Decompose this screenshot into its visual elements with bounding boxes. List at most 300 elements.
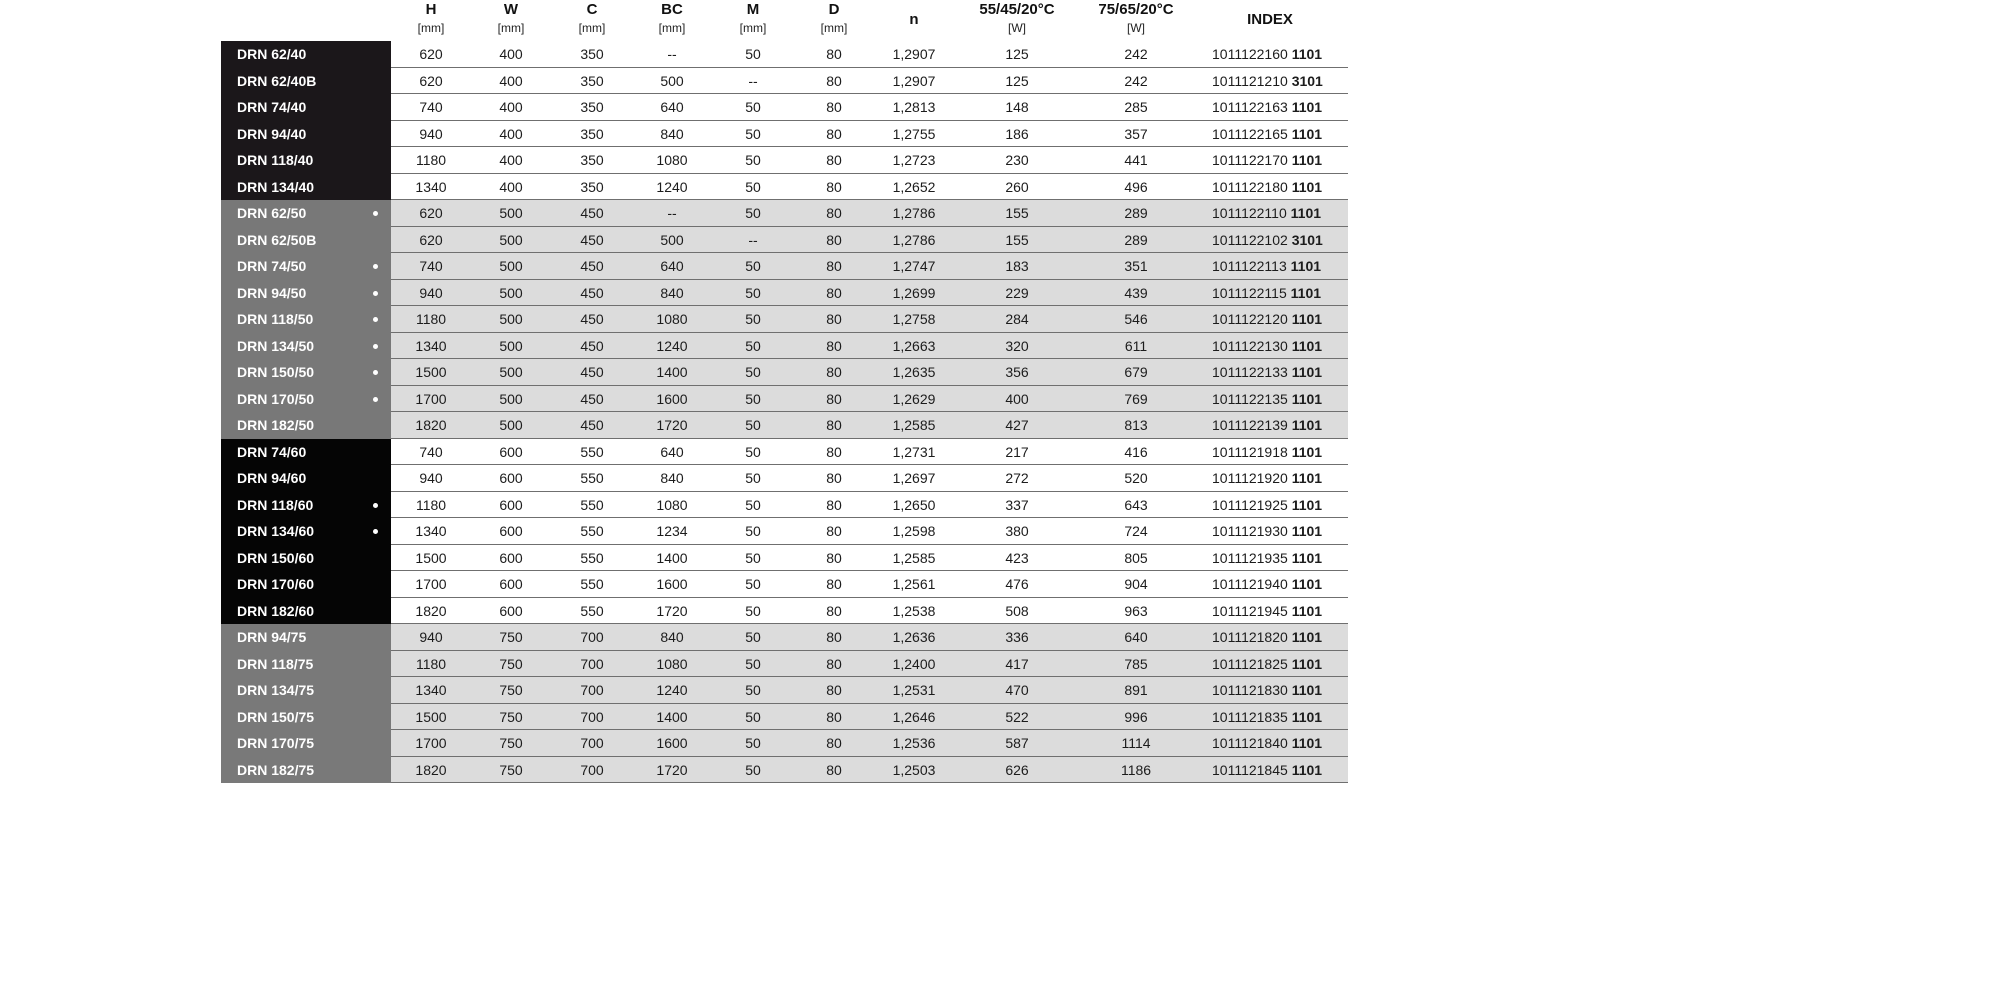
- index-suffix: 1101: [1291, 311, 1323, 327]
- cell-index: [1212, 492, 1322, 518]
- cell-power-55-45-20: 587: [1005, 735, 1029, 751]
- column-header-unit: [W]: [1008, 21, 1026, 35]
- model-name: DRN 74/40: [221, 94, 391, 121]
- cell-d: 80: [826, 284, 842, 301]
- row-cells: [391, 94, 1348, 121]
- cell-bc: 1080: [656, 311, 688, 327]
- index-code: 1011122120: [1212, 311, 1288, 327]
- cell-h: 1340: [415, 682, 447, 698]
- cell-power-75-65-20: 285: [1124, 99, 1148, 115]
- column-header-unit: [W]: [1127, 21, 1145, 35]
- cell-power-55-45-20: 476: [1005, 576, 1029, 592]
- cell-c: 550: [580, 496, 604, 513]
- cell-h: 620: [419, 205, 443, 221]
- model-name: DRN 134/60: [221, 518, 391, 545]
- cell-power-75-65-20: 546: [1124, 311, 1148, 327]
- index-code: 1011122135: [1212, 390, 1288, 407]
- cell-d: 80: [826, 576, 842, 592]
- cell-w: 500: [499, 364, 523, 380]
- cell-m: 50: [745, 602, 761, 619]
- model-name: DRN 134/40: [221, 174, 391, 201]
- cell-power-55-45-20: 183: [1005, 258, 1029, 274]
- cell-power-75-65-20: 357: [1124, 125, 1148, 142]
- cell-n: 1,2650: [892, 496, 936, 513]
- row-cells: [391, 68, 1348, 95]
- cell-m: 50: [745, 125, 761, 142]
- table-row: [221, 280, 1348, 307]
- cell-index: [1212, 121, 1322, 147]
- model-name: DRN 62/40B: [221, 68, 391, 95]
- model-name: DRN 118/50: [221, 306, 391, 333]
- cell-m: 50: [745, 576, 761, 592]
- table-row: [221, 730, 1348, 757]
- cell-n: 1,2907: [892, 46, 936, 62]
- model-name: DRN 94/75: [221, 624, 391, 651]
- row-cells: [391, 386, 1348, 413]
- column-header-unit: [mm]: [578, 21, 606, 35]
- cell-w: 400: [499, 178, 523, 195]
- model-name: DRN 170/75: [221, 730, 391, 757]
- index-code: 1011122115: [1212, 284, 1287, 301]
- cell-d: 80: [826, 523, 842, 539]
- cell-m: --: [748, 231, 758, 248]
- column-header-unit: [mm]: [820, 21, 848, 35]
- row-cells: [391, 439, 1348, 466]
- cell-m: 50: [745, 496, 761, 513]
- row-cells: [391, 757, 1348, 784]
- cell-bc: 1400: [656, 708, 688, 725]
- cell-m: 50: [745, 258, 761, 274]
- cell-d: 80: [826, 337, 842, 354]
- cell-d: 80: [826, 417, 842, 433]
- cell-h: 940: [419, 284, 443, 301]
- table-row: [221, 200, 1348, 227]
- column-header-name: C: [586, 1, 598, 18]
- cell-n: 1,2636: [892, 629, 936, 645]
- column-header-unit: [mm]: [497, 21, 525, 35]
- cell-power-55-45-20: 417: [1005, 655, 1029, 672]
- cell-w: 600: [499, 496, 523, 513]
- cell-power-75-65-20: 891: [1124, 682, 1148, 698]
- index-code: 1011121835: [1212, 708, 1288, 725]
- cell-w: 600: [499, 549, 523, 566]
- index-code: 1011121945: [1212, 602, 1288, 619]
- cell-d: 80: [826, 364, 842, 380]
- column-header: [854, 0, 974, 42]
- cell-index: [1212, 227, 1323, 253]
- model-name: DRN 182/50: [221, 412, 391, 439]
- table-row: [221, 227, 1348, 254]
- cell-power-55-45-20: 148: [1005, 99, 1029, 115]
- index-code: 1011121845: [1212, 761, 1288, 778]
- cell-power-55-45-20: 186: [1005, 125, 1029, 142]
- cell-d: 80: [826, 496, 842, 513]
- cell-n: 1,2723: [892, 152, 936, 168]
- index-code: 1011122180: [1212, 178, 1288, 195]
- row-cells: [391, 147, 1348, 174]
- cell-w: 750: [499, 708, 523, 725]
- index-suffix: 1101: [1291, 125, 1323, 142]
- cell-m: 50: [745, 549, 761, 566]
- column-header-name: INDEX: [1247, 11, 1293, 28]
- row-cells: [391, 518, 1348, 545]
- cell-index: [1212, 412, 1322, 438]
- model-name: DRN 94/50: [221, 280, 391, 307]
- cell-power-55-45-20: 470: [1005, 682, 1029, 698]
- cell-power-75-65-20: 679: [1124, 364, 1148, 380]
- cell-power-75-65-20: 769: [1124, 390, 1148, 407]
- index-code: 1011122113: [1212, 258, 1287, 274]
- cell-power-75-65-20: 1186: [1120, 761, 1152, 778]
- index-suffix: 1101: [1291, 576, 1323, 592]
- index-suffix: 1101: [1291, 602, 1323, 619]
- availability-dot-icon: [373, 264, 378, 269]
- column-header: [1210, 0, 1330, 42]
- cell-n: 1,2646: [892, 708, 936, 725]
- table-row: [221, 41, 1348, 68]
- row-cells: [391, 624, 1348, 651]
- cell-n: 1,2755: [892, 125, 936, 142]
- cell-c: 700: [580, 761, 604, 778]
- model-name: DRN 134/50: [221, 333, 391, 360]
- cell-n: 1,2538: [892, 602, 936, 619]
- index-code: 1011122165: [1212, 125, 1288, 142]
- cell-index: [1212, 439, 1322, 465]
- cell-index: [1212, 386, 1322, 412]
- column-header-name: M: [746, 1, 760, 18]
- index-code: 1011121820: [1212, 629, 1288, 645]
- cell-d: 80: [826, 470, 842, 486]
- cell-w: 500: [499, 284, 523, 301]
- cell-bc: 1240: [656, 682, 688, 698]
- availability-dot-icon: [373, 529, 378, 534]
- cell-n: 1,2585: [892, 417, 936, 433]
- cell-bc: 640: [660, 443, 684, 460]
- cell-h: 1820: [415, 761, 447, 778]
- cell-power-75-65-20: 242: [1124, 72, 1148, 89]
- cell-c: 700: [580, 682, 604, 698]
- cell-index: [1212, 598, 1322, 624]
- cell-h: 1700: [415, 576, 447, 592]
- cell-h: 1180: [415, 655, 447, 672]
- cell-power-75-65-20: 904: [1124, 576, 1148, 592]
- model-name: DRN 74/50: [221, 253, 391, 280]
- cell-m: 50: [745, 46, 761, 62]
- cell-w: 500: [499, 311, 523, 327]
- cell-c: 450: [580, 311, 604, 327]
- model-name: DRN 170/50: [221, 386, 391, 413]
- cell-bc: 1600: [656, 390, 688, 407]
- cell-d: 80: [826, 72, 842, 89]
- row-cells: [391, 704, 1348, 731]
- cell-power-55-45-20: 337: [1005, 496, 1029, 513]
- cell-d: 80: [826, 549, 842, 566]
- cell-m: --: [748, 72, 758, 89]
- cell-c: 700: [580, 629, 604, 645]
- cell-n: 1,2663: [892, 337, 936, 354]
- index-code: 1011122139: [1212, 417, 1288, 433]
- cell-bc: 1080: [656, 152, 688, 168]
- index-suffix: 1101: [1291, 470, 1323, 486]
- column-header-name: 55/45/20°C: [979, 1, 1055, 18]
- cell-n: 1,2400: [892, 655, 936, 672]
- cell-c: 350: [580, 152, 604, 168]
- index-code: 1011121830: [1212, 682, 1288, 698]
- cell-power-55-45-20: 423: [1005, 549, 1029, 566]
- row-cells: [391, 121, 1348, 148]
- cell-power-75-65-20: 785: [1124, 655, 1148, 672]
- index-suffix: 1101: [1290, 258, 1322, 274]
- table-row: [221, 359, 1348, 386]
- table-row: [221, 121, 1348, 148]
- cell-d: 80: [826, 682, 842, 698]
- index-code: 1011122130: [1212, 337, 1288, 354]
- index-code: 1011121920: [1212, 470, 1288, 486]
- cell-h: 1180: [415, 152, 447, 168]
- table-row: [221, 518, 1348, 545]
- table-row: [221, 306, 1348, 333]
- index-suffix: 1101: [1291, 364, 1323, 380]
- cell-h: 1180: [415, 496, 447, 513]
- cell-power-75-65-20: 441: [1124, 152, 1148, 168]
- cell-d: 80: [826, 655, 842, 672]
- index-suffix: 1101: [1290, 284, 1322, 301]
- cell-w: 750: [499, 735, 523, 751]
- cell-index: [1212, 174, 1322, 200]
- table-row: [221, 147, 1348, 174]
- cell-m: 50: [745, 390, 761, 407]
- cell-power-75-65-20: 1114: [1121, 735, 1151, 751]
- cell-index: [1212, 704, 1322, 730]
- index-code: 1011121930: [1212, 523, 1288, 539]
- cell-c: 450: [580, 390, 604, 407]
- index-suffix: 1101: [1291, 761, 1323, 778]
- column-header-name: W: [503, 1, 519, 18]
- cell-m: 50: [745, 761, 761, 778]
- cell-index: [1212, 147, 1322, 173]
- cell-power-55-45-20: 400: [1005, 390, 1029, 407]
- model-name: DRN 150/60: [221, 545, 391, 572]
- table-row: [221, 624, 1348, 651]
- cell-c: 350: [580, 46, 604, 62]
- cell-power-75-65-20: 724: [1124, 523, 1148, 539]
- cell-index: [1212, 757, 1322, 783]
- cell-n: 1,2629: [892, 390, 936, 407]
- cell-c: 350: [580, 125, 604, 142]
- cell-index: [1212, 518, 1322, 544]
- cell-m: 50: [745, 311, 761, 327]
- model-name: DRN 118/75: [221, 651, 391, 678]
- cell-index: [1212, 651, 1322, 677]
- cell-power-55-45-20: 125: [1005, 72, 1029, 89]
- cell-h: 940: [419, 470, 443, 486]
- cell-d: 80: [826, 602, 842, 619]
- cell-power-75-65-20: 496: [1124, 178, 1148, 195]
- cell-bc: 500: [660, 72, 684, 89]
- cell-d: 80: [826, 231, 842, 248]
- cell-m: 50: [745, 152, 761, 168]
- cell-w: 750: [499, 629, 523, 645]
- cell-index: [1212, 94, 1322, 120]
- cell-power-75-65-20: 963: [1124, 602, 1148, 619]
- cell-w: 750: [499, 655, 523, 672]
- cell-power-75-65-20: 520: [1124, 470, 1148, 486]
- row-cells: [391, 41, 1348, 68]
- row-cells: [391, 200, 1348, 227]
- model-name: DRN 118/40: [221, 147, 391, 174]
- cell-h: 620: [419, 231, 443, 248]
- cell-c: 550: [580, 443, 604, 460]
- cell-d: 80: [826, 311, 842, 327]
- column-header: [1076, 0, 1196, 42]
- cell-bc: 1080: [656, 496, 688, 513]
- cell-c: 550: [580, 470, 604, 486]
- cell-m: 50: [745, 364, 761, 380]
- cell-index: [1212, 677, 1322, 703]
- index-code: 1011121840: [1212, 735, 1288, 751]
- model-name: DRN 182/60: [221, 598, 391, 625]
- table-row: [221, 412, 1348, 439]
- cell-d: 80: [826, 152, 842, 168]
- model-name: DRN 182/75: [221, 757, 391, 784]
- cell-h: 1500: [415, 364, 447, 380]
- model-name: DRN 118/60: [221, 492, 391, 519]
- cell-power-75-65-20: 439: [1124, 284, 1148, 301]
- index-suffix: 1101: [1290, 205, 1322, 221]
- index-suffix: 1101: [1291, 417, 1323, 433]
- index-code: 1011122110: [1212, 205, 1287, 221]
- cell-h: 1700: [415, 390, 447, 407]
- availability-dot-icon: [373, 397, 378, 402]
- index-suffix: 1101: [1291, 496, 1323, 513]
- cell-index: [1212, 200, 1321, 226]
- cell-m: 50: [745, 337, 761, 354]
- cell-m: 50: [745, 443, 761, 460]
- cell-index: [1212, 68, 1323, 94]
- cell-index: [1212, 333, 1322, 359]
- cell-c: 550: [580, 523, 604, 539]
- index-code: 1011121940: [1212, 576, 1288, 592]
- row-cells: [391, 651, 1348, 678]
- model-name: DRN 170/60: [221, 571, 391, 598]
- cell-d: 80: [826, 390, 842, 407]
- cell-d: 80: [826, 205, 842, 221]
- cell-c: 450: [580, 364, 604, 380]
- table-row: [221, 492, 1348, 519]
- cell-power-55-45-20: 522: [1005, 708, 1029, 725]
- cell-n: 1,2585: [892, 549, 936, 566]
- cell-power-55-45-20: 125: [1005, 46, 1029, 62]
- cell-bc: 1240: [656, 178, 688, 195]
- cell-w: 400: [499, 125, 523, 142]
- index-suffix: 1101: [1291, 682, 1323, 698]
- cell-c: 450: [580, 417, 604, 433]
- cell-c: 450: [580, 231, 604, 248]
- cell-m: 50: [745, 178, 761, 195]
- model-name: DRN 74/60: [221, 439, 391, 466]
- cell-c: 550: [580, 602, 604, 619]
- cell-bc: 840: [660, 629, 684, 645]
- cell-d: 80: [826, 708, 842, 725]
- column-header-name: BC: [661, 1, 683, 18]
- cell-n: 1,2635: [892, 364, 936, 380]
- index-suffix: 1101: [1291, 549, 1323, 566]
- cell-c: 450: [580, 337, 604, 354]
- cell-c: 450: [580, 284, 604, 301]
- index-code: 1011121210: [1212, 72, 1288, 89]
- index-code: 1011121918: [1212, 443, 1288, 460]
- row-cells: [391, 545, 1348, 572]
- row-cells: [391, 174, 1348, 201]
- cell-n: 1,2598: [892, 523, 936, 539]
- cell-power-55-45-20: 508: [1005, 602, 1029, 619]
- cell-w: 400: [499, 72, 523, 89]
- cell-w: 750: [499, 761, 523, 778]
- cell-m: 50: [745, 284, 761, 301]
- index-suffix: 1101: [1291, 735, 1323, 751]
- cell-n: 1,2747: [892, 258, 936, 274]
- index-code: 1011121925: [1212, 496, 1288, 513]
- cell-power-75-65-20: 289: [1124, 231, 1148, 248]
- cell-h: 740: [419, 99, 443, 115]
- table-row: [221, 465, 1348, 492]
- cell-h: 1820: [415, 602, 447, 619]
- cell-bc: --: [667, 205, 677, 221]
- cell-index: [1212, 253, 1321, 279]
- cell-w: 500: [499, 258, 523, 274]
- cell-h: 1340: [415, 523, 447, 539]
- index-suffix: 3101: [1291, 231, 1323, 248]
- table-row: [221, 174, 1348, 201]
- row-cells: [391, 730, 1348, 757]
- cell-power-75-65-20: 813: [1124, 417, 1148, 433]
- cell-m: 50: [745, 655, 761, 672]
- index-code: 1011122170: [1212, 152, 1288, 168]
- availability-dot-icon: [373, 344, 378, 349]
- index-code: 1011121825: [1212, 655, 1288, 672]
- cell-w: 500: [499, 417, 523, 433]
- cell-power-75-65-20: 996: [1124, 708, 1148, 725]
- column-header-unit: [mm]: [417, 21, 445, 35]
- cell-power-75-65-20: 351: [1124, 258, 1148, 274]
- index-suffix: 1101: [1291, 523, 1323, 539]
- table-row: [221, 68, 1348, 95]
- cell-d: 80: [826, 99, 842, 115]
- index-suffix: 1101: [1291, 443, 1323, 460]
- index-code: 1011121935: [1212, 549, 1288, 566]
- cell-bc: 1600: [656, 735, 688, 751]
- cell-power-55-45-20: 260: [1005, 178, 1029, 195]
- cell-bc: 640: [660, 258, 684, 274]
- cell-power-75-65-20: 289: [1124, 205, 1148, 221]
- row-cells: [391, 306, 1348, 333]
- cell-power-75-65-20: 416: [1124, 443, 1148, 460]
- cell-n: 1,2503: [892, 761, 936, 778]
- cell-n: 1,2813: [892, 99, 936, 115]
- cell-w: 600: [499, 443, 523, 460]
- cell-power-55-45-20: 230: [1005, 152, 1029, 168]
- row-cells: [391, 571, 1348, 598]
- cell-c: 550: [580, 549, 604, 566]
- index-suffix: 1101: [1291, 46, 1323, 62]
- index-suffix: 1101: [1291, 390, 1323, 407]
- cell-power-75-65-20: 611: [1124, 337, 1148, 354]
- cell-m: 50: [745, 99, 761, 115]
- index-suffix: 1101: [1291, 99, 1323, 115]
- cell-h: 1500: [415, 708, 447, 725]
- row-cells: [391, 412, 1348, 439]
- cell-bc: 1234: [656, 523, 688, 539]
